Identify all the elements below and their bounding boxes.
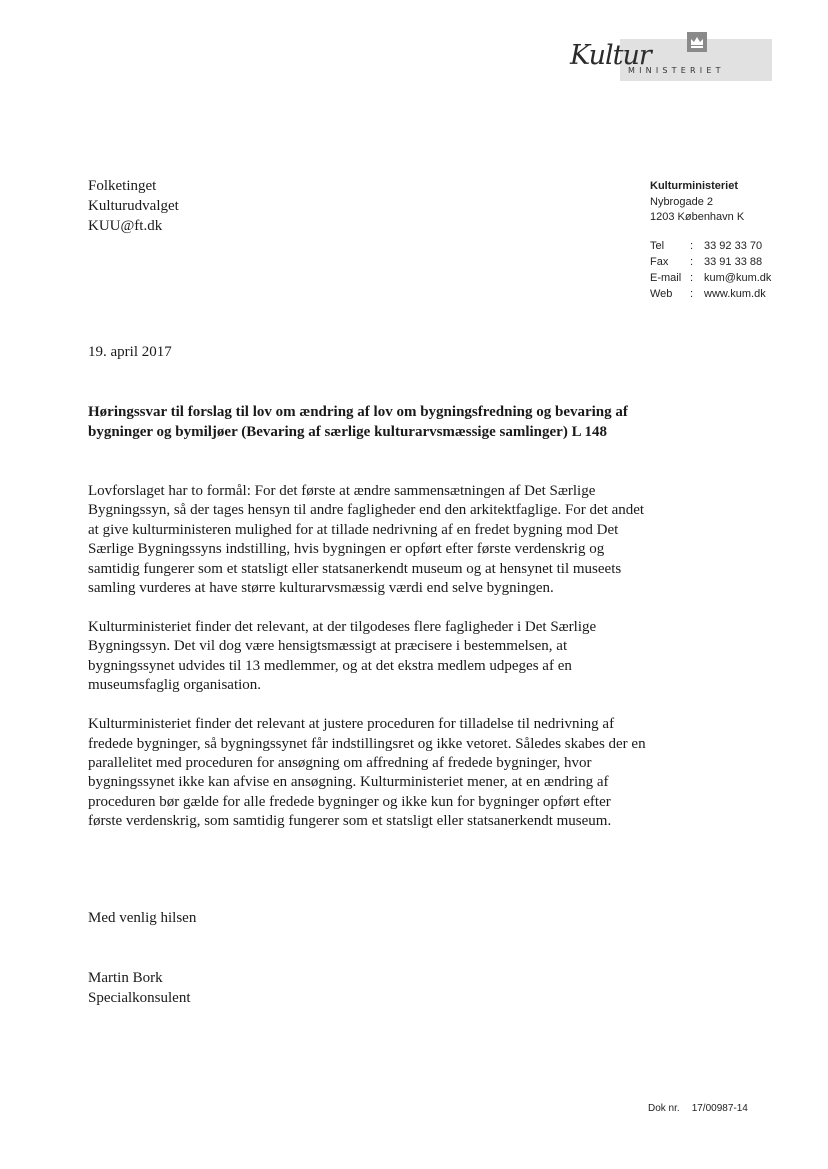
contact-separator: : [690,287,694,300]
contact-separator: : [690,271,694,284]
contact-value: 33 91 33 88 [704,255,763,268]
closing-greeting: Med venlig hilsen [88,910,197,926]
body-paragraph: Kulturministeriet finder det relevant at justere proceduren for tilladelse til nedrivning af fredede bygninger, så bygningssynet får indstillingsret og ikke vetoret. Således skabes der en parallelitet med proceduren for ansøgning om affredning af fredede bygninger, hvor bygningssynet ikke kan afvise en ansøgning. Kulturministeriet mener, at en ændring af proceduren bør gælde for alle fredede bygninger og ikke kun for bygninger opført efter første verdenskrig, som samtidig fungerer som et statsligt eller statsanerkendt museum. [88,716,646,830]
contact-label: E-mail [650,271,682,284]
recipient-address [88,176,179,236]
signer-title: Specialkonsulent [88,990,191,1006]
contact-row-email [650,270,771,286]
letter-date: 19. april 2017 [88,344,172,360]
contact-row-fax [650,254,771,270]
letter-subject: Høringssvar til forslag til lov om ændring af lov om bygningsfredning og bevaring af bygninger og bymiljøer (Bevaring af særlige kulturarvsmæssige samlinger) L 148 [88,404,628,440]
sender-block [650,179,771,302]
sender-organisation: Kulturministeriet [650,180,739,192]
sender-street: Nybrogade 2 [650,195,713,208]
recipient-committee: Kulturudvalget [88,198,179,214]
body-paragraph: Lovforslaget har to formål: For det første at ændre sammensætningen af Det Særlige Bygningssyn, så der tages hensyn til andre fagligheder end den arkitektfaglige. For det andet at give kulturministeren mulighed for at tillade nedrivning af en fredet bygning mod Det Særlige Bygningssyns indstilling, hvis bygningen er opført efter første verdenskrig og samtidig fungerer som et statsligt eller statsanerkendt museum og at hensynet til museets samling vurderes at have større kulturarvsmæssig værdi end selve bygningen. [88,483,645,597]
sender-city: 1203 København K [650,211,745,223]
contact-value: kum@kum.dk [704,271,772,284]
recipient-email: KUU@ft.dk [88,218,163,234]
contact-table [650,238,771,302]
recipient-name: Folketinget [88,178,157,194]
document-number [648,1103,748,1114]
document-number-value: 17/00987-14 [691,1103,748,1114]
contact-value: www.kum.dk [704,287,766,300]
royal-crown-icon [687,32,707,52]
contact-separator: : [690,255,694,268]
contact-label: Web [650,287,673,300]
contact-row-tel [650,238,771,254]
signature-block [88,968,190,1008]
kulturministeriet-logo [566,30,772,82]
logo-ministeriet-text: MINISTERIET [628,66,725,75]
body-paragraph: Kulturministeriet finder det relevant, at der tilgodeses flere fagligheder i Det Særlige Bygningssyn. Det vil dog være hensigtsmæssigt at præcisere i bestemmelsen, at bygningssynet udvides til 13 medlemmer, og at det ekstra medlem udpeges af en museumsfaglig organisation. [88,619,597,694]
contact-separator: : [690,239,694,252]
contact-row-web [650,286,771,302]
contact-label: Tel [650,239,665,252]
contact-value: 33 92 33 70 [704,239,763,252]
document-number-label: Dok nr. [648,1103,680,1114]
contact-label: Fax [650,255,669,268]
letter-body [88,482,648,851]
logo-wordmark: Kultur [570,40,651,71]
signer-name: Martin Bork [88,970,163,986]
